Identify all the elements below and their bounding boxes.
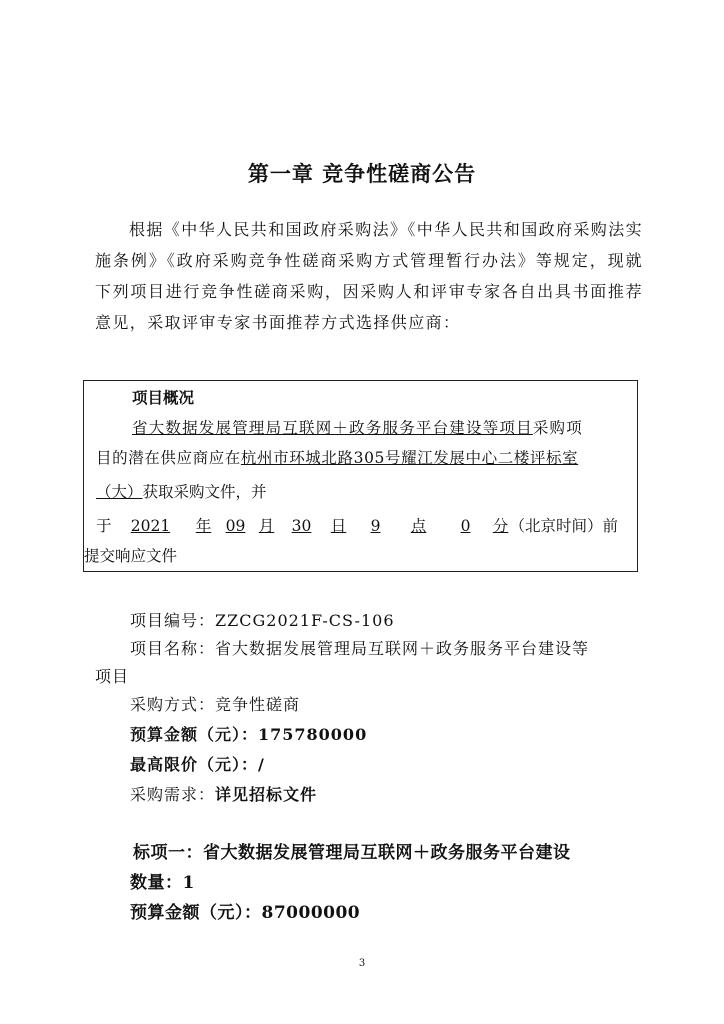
deadline-minute-unit: 分: [492, 517, 509, 535]
overview-place-suffix: （大）: [96, 483, 143, 501]
budget-amount: 预算金额（元）：175780000: [130, 725, 368, 744]
demand-value: 详见招标文件: [215, 785, 318, 804]
deadline-year-unit: 年: [195, 517, 212, 535]
intro-text: 根据《中华人民共和国政府采购法》《中华人民共和国政府采购法实施条例》《政府采购竞争性磋商采购方式管理暂行办法》等规定，现就下列项目进行竞争性磋商采购，因采购人和评审专家各自出具书面推荐意见，采取评审专家书面推荐方式选择供应商：: [95, 220, 644, 332]
deadline-hour: 9: [370, 517, 381, 535]
project-name-line-2: 项目: [95, 667, 130, 686]
deadline-day-unit: 日: [330, 517, 347, 535]
overview-line-2: [96, 443, 637, 473]
overview-heading: 项目概况: [132, 388, 195, 407]
overview-place: 杭州市环城北路305号耀江发展中心二楼评标室: [240, 449, 579, 467]
max-price: 最高限价（元）：/: [130, 755, 265, 774]
lot1-budget: 预算金额（元）：87000000: [130, 903, 361, 923]
lot1-quantity: 数量：1: [130, 873, 195, 893]
demand-label: 采购需求：: [130, 785, 216, 804]
overview-last-text: 提交响应文件: [84, 547, 178, 565]
deadline-year: 2021: [130, 517, 171, 535]
lot1-title: 标项一：省大数据发展管理局互联网＋政务服务平台建设: [133, 843, 571, 863]
deadline-minute: 0: [460, 517, 471, 535]
deadline-month-unit: 月: [258, 517, 275, 535]
project-number: 项目编号：ZZCG2021F-CS-106: [130, 611, 395, 630]
overview-line-3: [96, 477, 637, 507]
chapter-title: 第一章 竞争性磋商公告: [247, 161, 477, 186]
deadline-day: 30: [291, 517, 312, 535]
procurement-demand: [130, 780, 678, 810]
procurement-method: 采购方式：竞争性磋商: [130, 695, 301, 714]
overview-text-3: 获取采购文件，并: [142, 483, 267, 501]
overview-line-1: [132, 413, 637, 443]
project-name-line-1: 项目名称：省大数据发展管理局互联网＋政务服务平台建设等: [130, 639, 590, 658]
overview-text-1: 采购项: [532, 419, 583, 437]
page-number: 3: [358, 958, 366, 969]
overview-heading-line: [132, 383, 637, 413]
deadline-hour-unit: 点: [410, 517, 427, 535]
intro-paragraph: [95, 214, 643, 338]
project-overview-box: [83, 380, 638, 572]
deadline-prefix: 于: [96, 517, 112, 535]
overview-text-2: 目的潜在供应商应在: [96, 449, 241, 467]
deadline-timezone: （北京时间）前: [509, 517, 619, 535]
overview-last-line: [84, 541, 637, 571]
overview-project-name: 省大数据发展管理局互联网＋政务服务平台建设等项目: [132, 419, 533, 437]
deadline-month: 09: [225, 517, 246, 535]
overview-deadline-line: [96, 511, 637, 541]
